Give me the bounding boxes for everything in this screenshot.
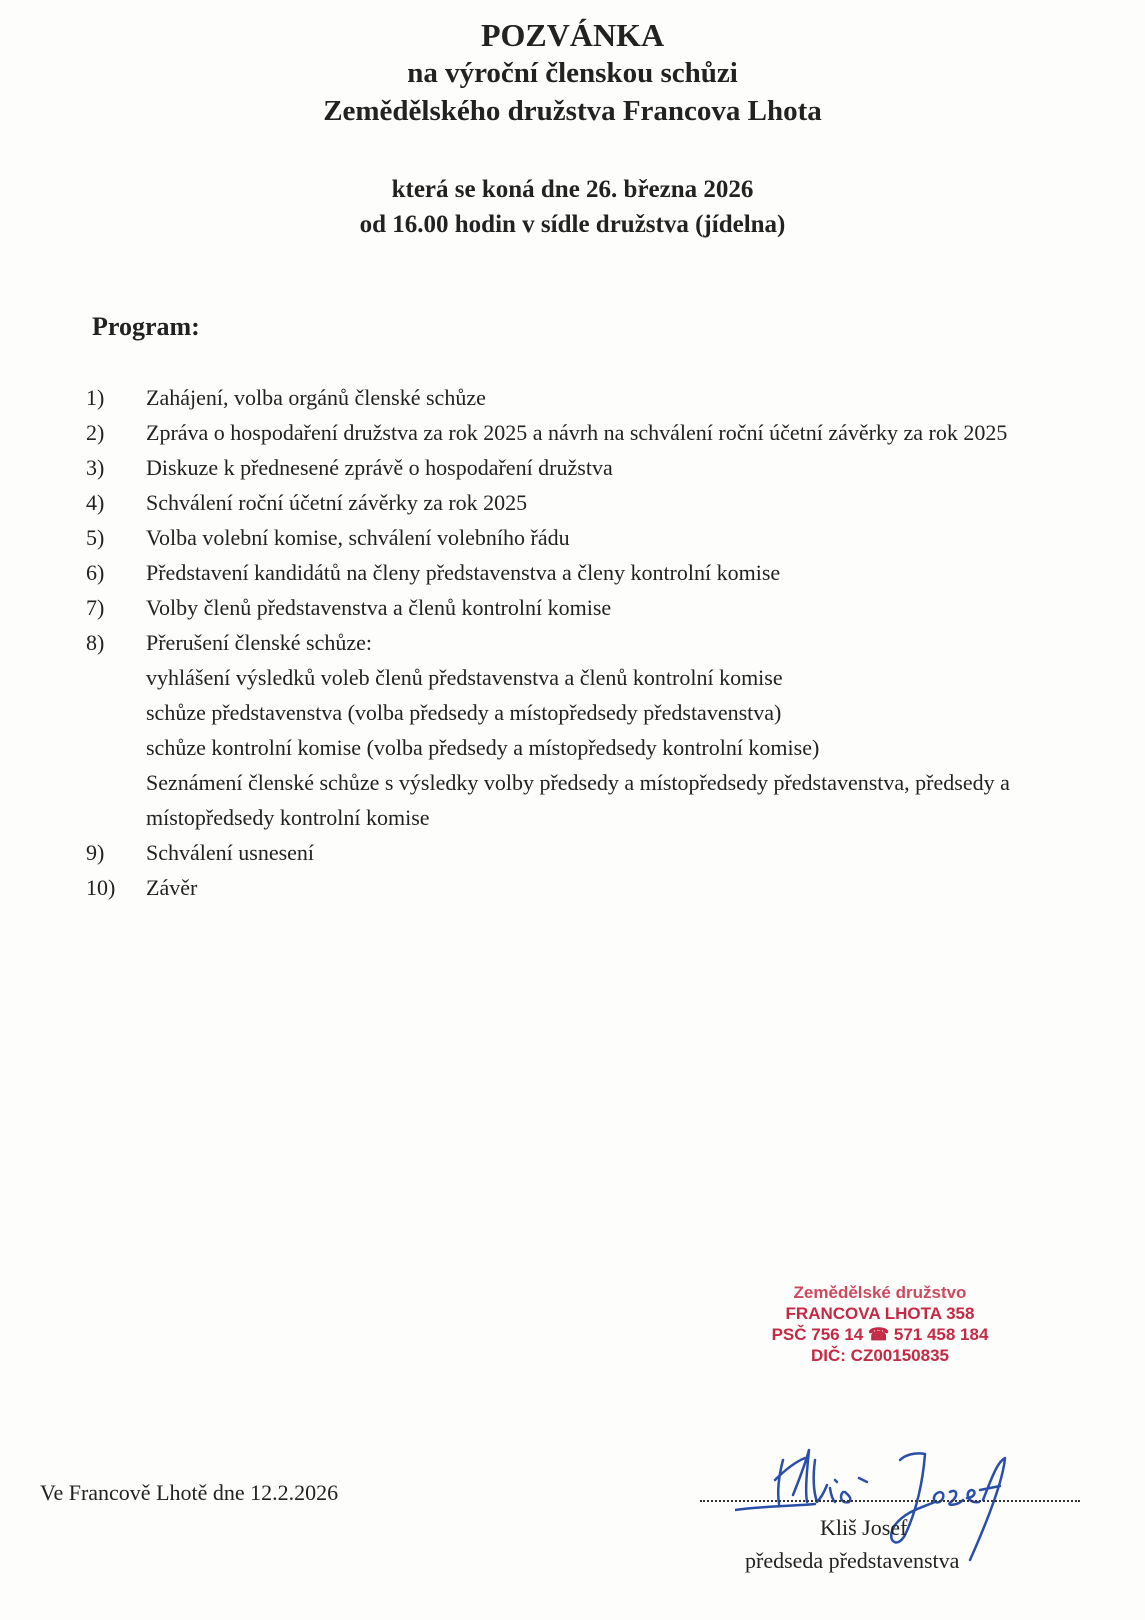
meeting-info	[0, 172, 1145, 242]
document-title: POZVÁNKA	[480, 17, 665, 53]
meeting-time-place: od 16.00 hodin v sídle družstva (jídelna)	[359, 211, 786, 238]
agenda-item	[86, 450, 1126, 485]
item-number: 2)	[86, 420, 105, 445]
agenda-item	[86, 415, 1126, 450]
item-text: Závěr	[146, 875, 198, 900]
item-text: Diskuze k přednesené zprávě o hospodaření družstva	[146, 455, 613, 480]
meeting-date: která se koná dne 26. března 2026	[391, 176, 754, 203]
item-text: Volby členů představenstva a členů kontrolní komise	[146, 595, 612, 620]
agenda-item	[86, 555, 1126, 590]
signature-line	[700, 1500, 1080, 1502]
agenda-subitem: vyhlášení výsledků voleb členů představenstva a členů kontrolní komise	[146, 665, 783, 690]
item-number: 7)	[86, 595, 105, 620]
place-and-date: Ve Francově Lhotě dne 12.2.2026	[40, 1480, 339, 1505]
agenda-item	[86, 520, 1126, 555]
agenda-item	[86, 625, 1126, 660]
agenda-item	[86, 870, 1126, 905]
agenda-subitem: schůze představenstva (volba předsedy a místopředsedy představenstva)	[146, 700, 782, 725]
item-text: Schválení usnesení	[146, 840, 315, 865]
signer-role: předseda představenstva	[745, 1548, 960, 1573]
stamp-line-4: DIČ: CZ00150835	[811, 1346, 949, 1365]
item-number: 6)	[86, 560, 105, 585]
item-number: 9)	[86, 840, 105, 865]
subtitle-line-1: na výroční členskou schůzi	[407, 57, 738, 89]
item-number: 10)	[86, 875, 116, 900]
item-text: Zahájení, volba orgánů členské schůze	[146, 385, 486, 410]
agenda-item	[86, 590, 1126, 625]
agenda-item	[86, 485, 1126, 520]
item-text: Schválení roční účetní závěrky za rok 2025	[146, 490, 528, 515]
item-text: Zpráva o hospodaření družstva za rok 2025 a návrh na schválení roční účetní závěrky za rok 2025	[146, 420, 1008, 445]
agenda-subitem: schůze kontrolní komise (volba předsedy a místopředsedy kontrolní komise)	[146, 735, 820, 760]
item-text: Přerušení členské schůze:	[146, 630, 373, 655]
document-header	[0, 16, 1145, 130]
item-number: 1)	[86, 385, 105, 410]
item-number: 5)	[86, 525, 105, 550]
program-heading: Program:	[92, 312, 200, 341]
item-text: Volba volební komise, schválení volebního řádu	[146, 525, 570, 550]
agenda-list	[86, 380, 1126, 905]
agenda-item	[86, 835, 1126, 870]
signer-name: Kliš Josef	[820, 1515, 908, 1540]
stamp-line-2: FRANCOVA LHOTA 358	[785, 1304, 975, 1323]
agenda-item	[86, 380, 1126, 415]
company-stamp	[745, 1282, 1015, 1366]
subtitle-line-2: Zemědělského družstva Francova Lhota	[323, 95, 822, 127]
item-text: Představení kandidátů na členy představenstva a členy kontrolní komise	[146, 560, 781, 585]
stamp-line-1: Zemědělské družstvo	[793, 1283, 967, 1302]
agenda-subitem: Seznámení členské schůze s výsledky volby předsedy a místopředsedy představenstva, předsedy a místopředsedy kontrolní komise	[146, 770, 1010, 830]
item-number: 4)	[86, 490, 105, 515]
item-number: 8)	[86, 630, 105, 655]
item-number: 3)	[86, 455, 105, 480]
stamp-line-3: PSČ 756 14 ☎ 571 458 184	[771, 1325, 989, 1344]
